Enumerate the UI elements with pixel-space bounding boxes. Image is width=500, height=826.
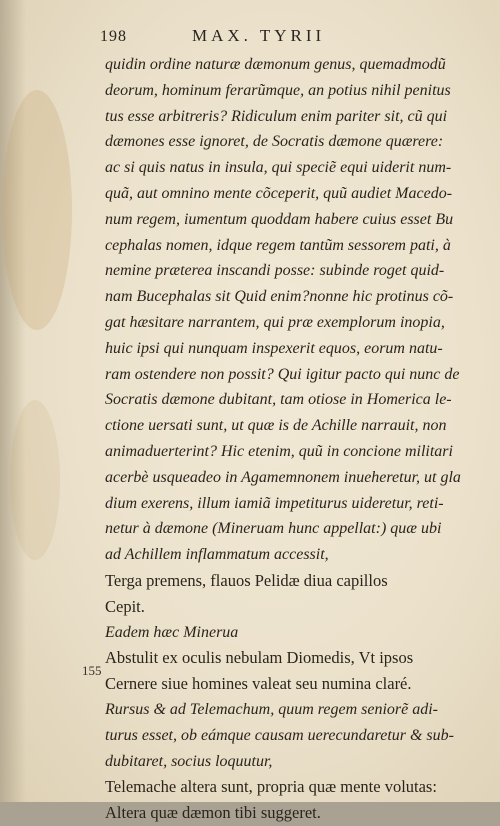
- text-line: turus esset, ob eámque causam uerecundaretur & sub-: [105, 726, 454, 744]
- text-line: cephalas nomen, idque regem tantũm sessorem pati, à: [105, 236, 451, 254]
- text-line: huic ipsi qui nunquam inspexerit equos, eorum natu-: [105, 339, 443, 357]
- page-number: 198: [100, 28, 127, 45]
- text-line: num regem, iumentum quoddam habere cuius esset Bu: [105, 210, 454, 228]
- verse-line: Cepit.: [105, 596, 145, 616]
- text-line: Eadem hæc Minerua: [105, 623, 239, 641]
- text-line: ram ostendere non possit? Qui igitur pacto qui nunc de: [105, 365, 460, 383]
- margin-note: 155: [82, 663, 102, 678]
- text-line: Rursus & ad Telemachum, quum regem seniorẽ adi-: [105, 700, 439, 718]
- text-line: animaduerterint? Hic etenim, quũ in concione militari: [105, 442, 453, 460]
- text-line: netur à dæmone (Mineruam hunc appellat:) quæ ubi: [105, 520, 442, 538]
- paper-stain: [2, 90, 72, 330]
- text-line: dium exerens, illum iamiã impetiturus uideretur, reti-: [105, 494, 444, 512]
- verse-line: Telemache altera sunt, propria quæ mente volutas:: [105, 777, 437, 797]
- text-line: quidin ordine naturæ dæmonum genus, quemadmodũ: [105, 56, 446, 73]
- paper-stain: [10, 400, 60, 560]
- verse-line: Altera quæ dæmon tibi suggeret.: [105, 803, 321, 823]
- text-line: acerbè usqueadeo in Agamemnonem inueheretur, ut gla: [105, 468, 461, 486]
- text-line: deorum, hominum ferarũmque, an potius nihil penitus: [105, 81, 451, 99]
- verse-line: Terga premens, flauos Pelidæ diua capillos: [105, 570, 388, 590]
- running-title: MAX. TYRII: [192, 26, 326, 45]
- text-line: gat hæsitare narrantem, qui præ exemplorum inopia,: [105, 313, 445, 331]
- text-line: quã, aut omnino mente cõceperit, quũ audiet Macedo-: [105, 184, 453, 202]
- verse-line: Cernere siue homines valeat seu numina claré.: [105, 674, 412, 694]
- text-line: ctione uersati sunt, ut quæ is de Achille narrauit, non: [105, 417, 447, 435]
- verse-line: Abstulit ex oculis nebulam Diomedis, Vt ipsos: [105, 648, 414, 668]
- body-text: [105, 52, 465, 826]
- page-header: [100, 20, 480, 50]
- text-line: ac si quis natus in insula, qui speciẽ equi uiderit num-: [105, 159, 452, 177]
- text-line: dubitaret, socius loquutur,: [105, 752, 273, 770]
- text-line: tus esse arbitreris? Ridiculum enim pariter sit, cũ qui: [105, 107, 448, 125]
- text-line: nam Bucephalas sit Quid enim?nonne hic protinus cõ-: [105, 288, 454, 306]
- text-line: ad Achillem inflammatum accessit,: [105, 546, 329, 564]
- text-line: dæmones esse ignoret, de Socratis dæmone quærere:: [105, 133, 444, 151]
- text-line: nemine præterea inscandi posse: subinde roget quid-: [105, 262, 445, 280]
- text-line: Socratis dæmone dubitant, tam otiose in Homerica le-: [105, 391, 452, 409]
